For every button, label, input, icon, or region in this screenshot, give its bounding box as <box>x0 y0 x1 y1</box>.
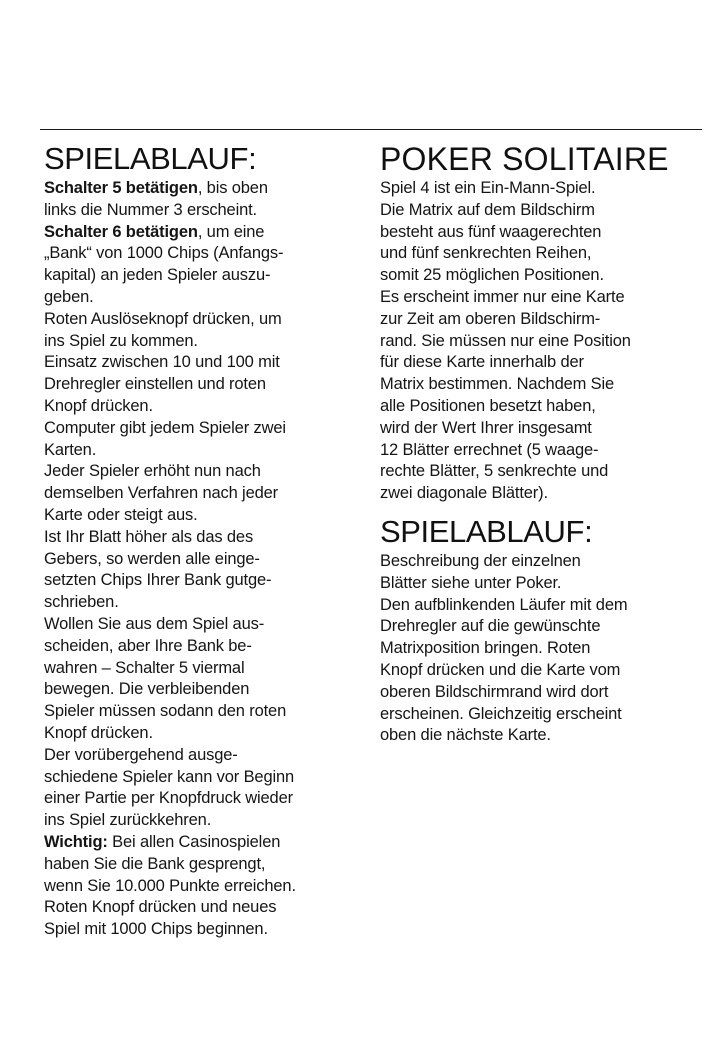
text-line: oben die nächste Karte. <box>380 726 551 745</box>
text-line: schrieben. <box>44 593 119 612</box>
text-line: Knopf drücken. <box>44 723 153 742</box>
text-line: für diese Karte innerhalb der <box>380 353 584 372</box>
top-rule <box>40 129 702 130</box>
text-line: besteht aus fünf waagerechten <box>380 222 602 241</box>
text-line: schiedene Spieler kann vor Beginn <box>44 767 295 786</box>
text-line: Die Matrix auf dem Bildschirm <box>380 200 595 219</box>
text-line: Den aufblinkenden Läufer mit dem <box>380 595 628 614</box>
text-line: Matrixposition bringen. Roten <box>380 639 591 658</box>
text-line: setzten Chips Ihrer Bank gutge- <box>44 571 272 590</box>
text-line: Schalter 6 betätigen, um eine <box>44 222 265 241</box>
text-line: Wollen Sie aus dem Spiel aus- <box>44 614 265 633</box>
text-line: geben. <box>44 287 94 306</box>
text-line: Spiel 4 ist ein Ein-Mann-Spiel. <box>380 179 596 197</box>
text-line: Blätter siehe unter Poker. <box>380 573 562 592</box>
spielablauf-2-text <box>380 551 700 747</box>
text-line: bewegen. Die verbleibenden <box>44 680 250 699</box>
text-line: und fünf senkrechten Reihen, <box>380 244 592 263</box>
text-line: rechte Blätter, 5 senkrechte und <box>380 462 609 481</box>
right-column <box>380 140 700 747</box>
text-line: Beschreibung der einzelnen <box>380 551 581 570</box>
bold-phrase: Wichtig: <box>44 832 108 851</box>
text-line: Knopf drücken und die Karte vom <box>380 660 621 679</box>
text-line: Schalter 5 betätigen, bis oben <box>44 179 268 197</box>
text-line: rand. Sie müssen nur eine Position <box>380 331 631 350</box>
text-line: Jeder Spieler erhöht nun nach <box>44 462 261 481</box>
text-line: Karten. <box>44 440 97 459</box>
text-line: erscheinen. Gleichzeitig erscheint <box>380 704 622 723</box>
text-line: Ist Ihr Blatt höher als das des <box>44 527 254 546</box>
text-line: Roten Knopf drücken und neues <box>44 898 277 917</box>
text-line: einer Partie per Knopfdruck wieder <box>44 789 293 808</box>
text-line: Knopf drücken. <box>44 396 153 415</box>
text-line: alle Positionen besetzt haben, <box>380 396 596 415</box>
text-line: ins Spiel zurückkehren. <box>44 811 212 830</box>
text-line: Wichtig: Bei allen Casinospielen <box>44 832 281 851</box>
text-line: 12 Blätter errechnet (5 waage- <box>380 440 599 459</box>
text-line: ins Spiel zu kommen. <box>44 331 198 350</box>
text-line: haben Sie die Bank gesprengt, <box>44 854 266 873</box>
text-line: oberen Bildschirmrand wird dort <box>380 682 609 701</box>
instructions-text <box>44 178 356 941</box>
text-line: Gebers, so werden alle einge- <box>44 549 260 568</box>
text-line: Drehregler auf die gewünschte <box>380 617 601 636</box>
text-line: Karte oder steigt aus. <box>44 505 198 524</box>
left-column <box>44 140 356 941</box>
section-heading-poker-solitaire: POKER SOLITAIRE <box>380 141 669 177</box>
text-line: wird der Wert Ihrer insgesamt <box>380 418 592 437</box>
section-heading-spielablauf-2: SPIELABLAUF: <box>380 513 593 549</box>
text-line: Der vorübergehend ausge- <box>44 745 238 764</box>
text-line: wenn Sie 10.000 Punkte erreichen. <box>44 876 296 895</box>
section-heading-spielablauf: SPIELABLAUF: <box>44 141 257 176</box>
poker-solitaire-text <box>380 178 700 505</box>
text-line: wahren – Schalter 5 viermal <box>44 658 245 677</box>
text-line: somit 25 möglichen Positionen. <box>380 266 604 285</box>
text-line: demselben Verfahren nach jeder <box>44 484 278 503</box>
bold-phrase: Schalter 5 betätigen <box>44 179 198 197</box>
text-line: zwei diagonale Blätter). <box>380 484 548 503</box>
text-line: Spiel mit 1000 Chips beginnen. <box>44 920 268 939</box>
text-line: Matrix bestimmen. Nachdem Sie <box>380 375 615 394</box>
bold-phrase: Schalter 6 betätigen <box>44 222 198 241</box>
text-line: Es erscheint immer nur eine Karte <box>380 287 625 306</box>
text-line: Roten Auslöseknopf drücken, um <box>44 309 282 328</box>
text-line: Spieler müssen sodann den roten <box>44 702 287 721</box>
text-line: kapital) an jeden Spieler auszu- <box>44 266 271 285</box>
text-line: scheiden, aber Ihre Bank be- <box>44 636 252 655</box>
text-line: zur Zeit am oberen Bildschirm- <box>380 309 601 328</box>
text-line: Einsatz zwischen 10 und 100 mit <box>44 353 280 372</box>
text-line: Drehregler einstellen und roten <box>44 375 266 394</box>
text-line: links die Nummer 3 erscheint. <box>44 200 257 219</box>
text-line: „Bank“ von 1000 Chips (Anfangs- <box>44 244 284 263</box>
text-line: Computer gibt jedem Spieler zwei <box>44 418 286 437</box>
